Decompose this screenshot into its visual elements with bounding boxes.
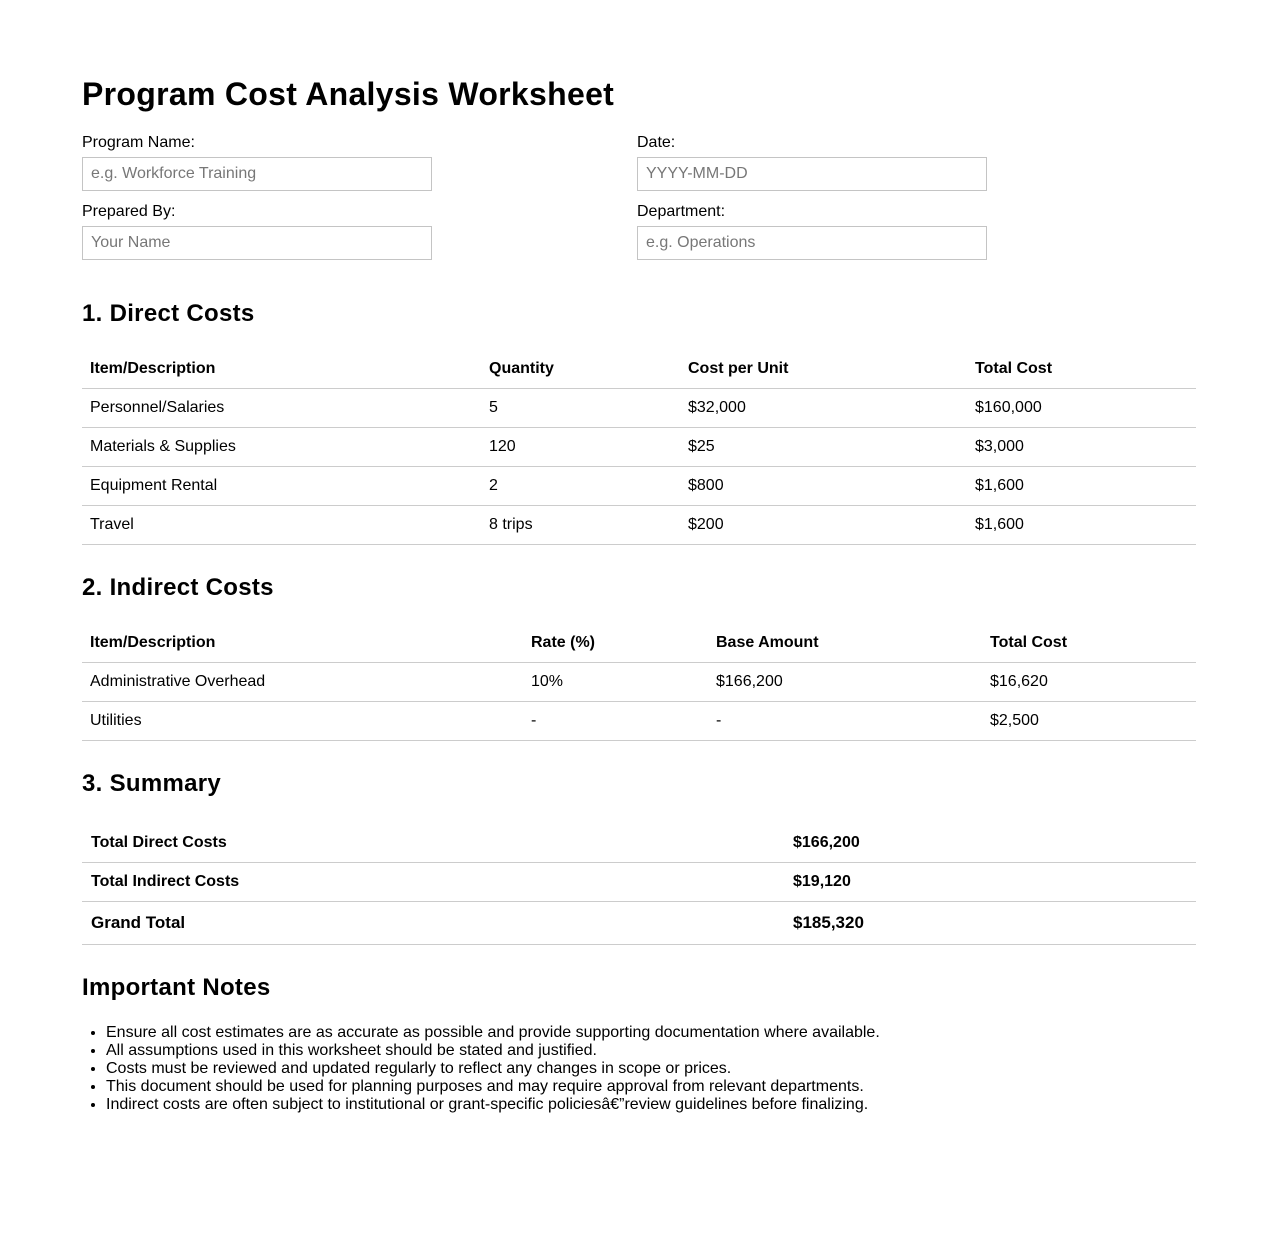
- column-header: Rate (%): [523, 624, 708, 663]
- prepared-by-label: Prepared By:: [82, 203, 176, 220]
- column-header: Cost per Unit: [680, 350, 967, 389]
- prepared-by-input[interactable]: [82, 226, 432, 260]
- summary-label: Total Direct Costs: [82, 824, 784, 863]
- department-label: Department:: [637, 203, 726, 220]
- summary-section: [82, 770, 1196, 945]
- table-header-row: [82, 350, 1196, 389]
- summary-label: Total Indirect Costs: [82, 863, 784, 902]
- list-item: • Costs must be reviewed and updated regularly to reflect any changes in scope or prices.: [106, 1060, 1196, 1078]
- table-cell: $16,620: [982, 663, 1196, 702]
- list-item: • All assumptions used in this worksheet should be stated and justified.: [106, 1042, 1196, 1060]
- grand-total-row: [82, 902, 1196, 945]
- table-cell: 2: [481, 467, 680, 506]
- table-cell: $1,600: [967, 467, 1196, 506]
- table-cell: Personnel/Salaries: [82, 389, 481, 428]
- table-header-row: [82, 624, 1196, 663]
- table-cell: $2,500: [982, 702, 1196, 741]
- direct-costs-table: [82, 350, 1196, 545]
- table-cell: Equipment Rental: [82, 467, 481, 506]
- list-item: • Ensure all cost estimates are as accurate as possible and provide supporting documentation where available.: [106, 1024, 1196, 1042]
- table-cell: Materials & Supplies: [82, 428, 481, 467]
- summary-value: $19,120: [784, 863, 1196, 902]
- program-name-field: [82, 134, 637, 191]
- table-cell: -: [708, 702, 982, 741]
- date-label: Date:: [637, 134, 676, 151]
- column-header: Base Amount: [708, 624, 982, 663]
- table-row: [82, 702, 1196, 741]
- table-cell: 5: [481, 389, 680, 428]
- summary-value: $166,200: [784, 824, 1196, 863]
- department-field: [637, 203, 1192, 260]
- summary-heading: 3. Summary: [82, 770, 222, 797]
- table-row: [82, 467, 1196, 506]
- table-cell: Travel: [82, 506, 481, 545]
- table-cell: $166,200: [708, 663, 982, 702]
- column-header: Quantity: [481, 350, 680, 389]
- indirect-costs-table: [82, 624, 1196, 741]
- table-row: [82, 428, 1196, 467]
- notes-section: [82, 974, 1196, 1114]
- program-name-label: Program Name:: [82, 134, 195, 151]
- date-field: [637, 134, 1192, 191]
- indirect-costs-section: [82, 574, 1196, 741]
- notes-list: [82, 1024, 1196, 1114]
- summary-row: [82, 824, 1196, 863]
- notes-heading: Important Notes: [82, 974, 271, 1001]
- table-row: [82, 663, 1196, 702]
- table-cell: $160,000: [967, 389, 1196, 428]
- table-cell: 120: [481, 428, 680, 467]
- table-cell: $200: [680, 506, 967, 545]
- department-input[interactable]: [637, 226, 987, 260]
- table-cell: Administrative Overhead: [82, 663, 523, 702]
- indirect-costs-heading: 2. Indirect Costs: [82, 574, 274, 601]
- grand-total-value: $185,320: [784, 902, 1196, 945]
- date-input[interactable]: [637, 157, 987, 191]
- column-header: Item/Description: [82, 350, 481, 389]
- summary-row: [82, 863, 1196, 902]
- table-cell: $3,000: [967, 428, 1196, 467]
- page-title: Program Cost Analysis Worksheet: [82, 76, 615, 112]
- table-cell: 10%: [523, 663, 708, 702]
- list-item: • Indirect costs are often subject to institutional or grant-specific policiesâ€”review guidelines before finalizing.: [106, 1096, 1196, 1114]
- table-cell: 8 trips: [481, 506, 680, 545]
- table-cell: $32,000: [680, 389, 967, 428]
- column-header: Item/Description: [82, 624, 523, 663]
- list-item: • This document should be used for planning purposes and may require approval from relevant departments.: [106, 1078, 1196, 1096]
- summary-table: [82, 824, 1196, 945]
- table-cell: Utilities: [82, 702, 523, 741]
- table-cell: $25: [680, 428, 967, 467]
- column-header: Total Cost: [982, 624, 1196, 663]
- prepared-by-field: [82, 203, 637, 260]
- table-cell: $800: [680, 467, 967, 506]
- table-row: [82, 389, 1196, 428]
- table-cell: -: [523, 702, 708, 741]
- direct-costs-heading: 1. Direct Costs: [82, 300, 255, 327]
- column-header: Total Cost: [967, 350, 1196, 389]
- program-name-input[interactable]: [82, 157, 432, 191]
- grand-total-label: Grand Total: [82, 902, 784, 945]
- table-row: [82, 506, 1196, 545]
- direct-costs-section: [82, 300, 1196, 545]
- meta-fields: [82, 134, 1196, 260]
- table-cell: $1,600: [967, 506, 1196, 545]
